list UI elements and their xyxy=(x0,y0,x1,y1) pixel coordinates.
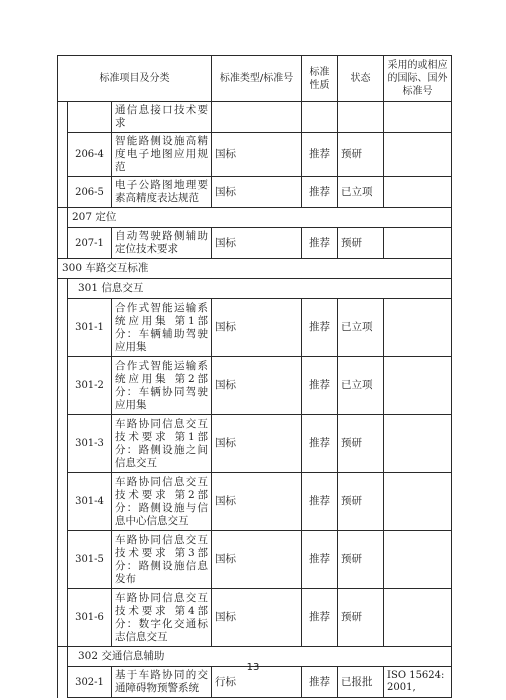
row-intl xyxy=(384,357,452,415)
row-code: 206-5 xyxy=(68,177,112,208)
row-nature: 推荐 xyxy=(302,667,338,698)
section-heading-row xyxy=(58,259,452,279)
indent-cell xyxy=(58,228,68,259)
page-number: 13 xyxy=(246,662,260,673)
row-code: 207-1 xyxy=(68,228,112,259)
row-code: 301-1 xyxy=(68,299,112,357)
row-nature: 推荐 xyxy=(302,177,338,208)
section-heading-row xyxy=(58,279,452,299)
table-row xyxy=(58,357,452,415)
row-code: 301-6 xyxy=(68,589,112,647)
row-name: 自动驾驶路侧辅助定位技术要求 xyxy=(112,228,212,259)
table-row xyxy=(58,531,452,589)
row-status: 预研 xyxy=(338,133,384,177)
table-row xyxy=(58,589,452,647)
table-row xyxy=(58,473,452,531)
row-type: 国标 xyxy=(212,228,302,259)
section-302-title: 302 交通信息辅助 xyxy=(68,647,452,667)
indent-cell xyxy=(58,473,68,531)
row-name: 车路协同信息交互技术要求 第1部分：路侧设施之间信息交互 xyxy=(112,415,212,473)
header-adopted-intl: 采用的或相应的国际、国外标准号 xyxy=(384,56,452,102)
indent-cell xyxy=(58,531,68,589)
header-nature: 标准性质 xyxy=(302,56,338,102)
row-type: 国标 xyxy=(212,415,302,473)
row-type: 国标 xyxy=(212,299,302,357)
row-nature: 推荐 xyxy=(302,415,338,473)
row-status: 已立项 xyxy=(338,299,384,357)
row-intl xyxy=(384,228,452,259)
row-intl xyxy=(384,133,452,177)
row-status: 已立项 xyxy=(338,357,384,415)
row-type: 国标 xyxy=(212,357,302,415)
indent-cell xyxy=(58,299,68,357)
indent-cell xyxy=(58,589,68,647)
row-name: 车路协同信息交互技术要求 第3部分：路侧设施信息发布 xyxy=(112,531,212,589)
row-intl xyxy=(384,177,452,208)
row-nature: 推荐 xyxy=(302,228,338,259)
row-intl xyxy=(384,299,452,357)
table-row xyxy=(58,133,452,177)
section-301-title: 301 信息交互 xyxy=(68,279,452,299)
row-intl xyxy=(384,102,452,133)
row-code: 301-3 xyxy=(68,415,112,473)
row-code: 301-2 xyxy=(68,357,112,415)
row-intl xyxy=(384,415,452,473)
row-status: 已报批 xyxy=(338,667,384,698)
table-row xyxy=(58,102,452,133)
table-row xyxy=(58,228,452,259)
indent-cell xyxy=(58,357,68,415)
row-intl xyxy=(384,473,452,531)
row-intl xyxy=(384,589,452,647)
row-nature: 推荐 xyxy=(302,473,338,531)
row-nature: 推荐 xyxy=(302,531,338,589)
row-nature xyxy=(302,102,338,133)
indent-cell xyxy=(58,208,68,228)
row-code xyxy=(68,102,112,133)
row-code: 206-4 xyxy=(68,133,112,177)
header-status: 状态 xyxy=(338,56,384,102)
row-status: 预研 xyxy=(338,531,384,589)
row-status xyxy=(338,102,384,133)
row-status: 预研 xyxy=(338,589,384,647)
row-name: 合作式智能运输系统应用集 第2部分：车辆协同驾驶应用集 xyxy=(112,357,212,415)
row-type: 国标 xyxy=(212,589,302,647)
row-name: 车路协同信息交互技术要求 第2部分：路侧设施与信息中心信息交互 xyxy=(112,473,212,531)
row-status: 预研 xyxy=(338,415,384,473)
row-nature: 推荐 xyxy=(302,589,338,647)
row-code: 301-5 xyxy=(68,531,112,589)
row-intl xyxy=(384,531,452,589)
row-status: 已立项 xyxy=(338,177,384,208)
row-status: 预研 xyxy=(338,228,384,259)
row-nature: 推荐 xyxy=(302,299,338,357)
section-heading-row xyxy=(58,208,452,228)
row-type: 国标 xyxy=(212,177,302,208)
section-300-title: 300 车路交互标准 xyxy=(58,259,452,279)
header-item-category: 标准项目及分类 xyxy=(58,56,212,102)
row-status: 预研 xyxy=(338,473,384,531)
row-type xyxy=(212,102,302,133)
row-type: 国标 xyxy=(212,531,302,589)
indent-cell xyxy=(58,279,68,299)
table-row xyxy=(58,299,452,357)
row-code: 302-1 xyxy=(68,667,112,698)
standards-table xyxy=(57,55,452,698)
row-name: 基于车路协同的交通障碍物预警系统 xyxy=(112,667,212,698)
row-name: 车路协同信息交互技术要求 第4部分：数字化交通标志信息交互 xyxy=(112,589,212,647)
indent-cell xyxy=(58,133,68,177)
row-name: 电子公路图地理要素高精度表达规范 xyxy=(112,177,212,208)
row-nature: 推荐 xyxy=(302,133,338,177)
indent-cell xyxy=(58,177,68,208)
row-nature: 推荐 xyxy=(302,357,338,415)
indent-cell xyxy=(58,102,68,133)
table-header-row xyxy=(58,56,452,102)
row-name: 合作式智能运输系统应用集 第1部分：车辆辅助驾驶应用集 xyxy=(112,299,212,357)
table-row xyxy=(58,177,452,208)
header-type-number: 标准类型/标准号 xyxy=(212,56,302,102)
row-intl: ISO 15624:2001, xyxy=(384,667,452,698)
table-row xyxy=(58,415,452,473)
row-name: 智能路侧设施高精度电子地图应用规范 xyxy=(112,133,212,177)
row-type: 国标 xyxy=(212,133,302,177)
section-207-title: 207 定位 xyxy=(68,208,452,228)
row-type: 国标 xyxy=(212,473,302,531)
row-type: 行标 xyxy=(212,667,302,698)
indent-cell xyxy=(58,415,68,473)
row-name: 通信息接口技术要求 xyxy=(112,102,212,133)
row-code: 301-4 xyxy=(68,473,112,531)
